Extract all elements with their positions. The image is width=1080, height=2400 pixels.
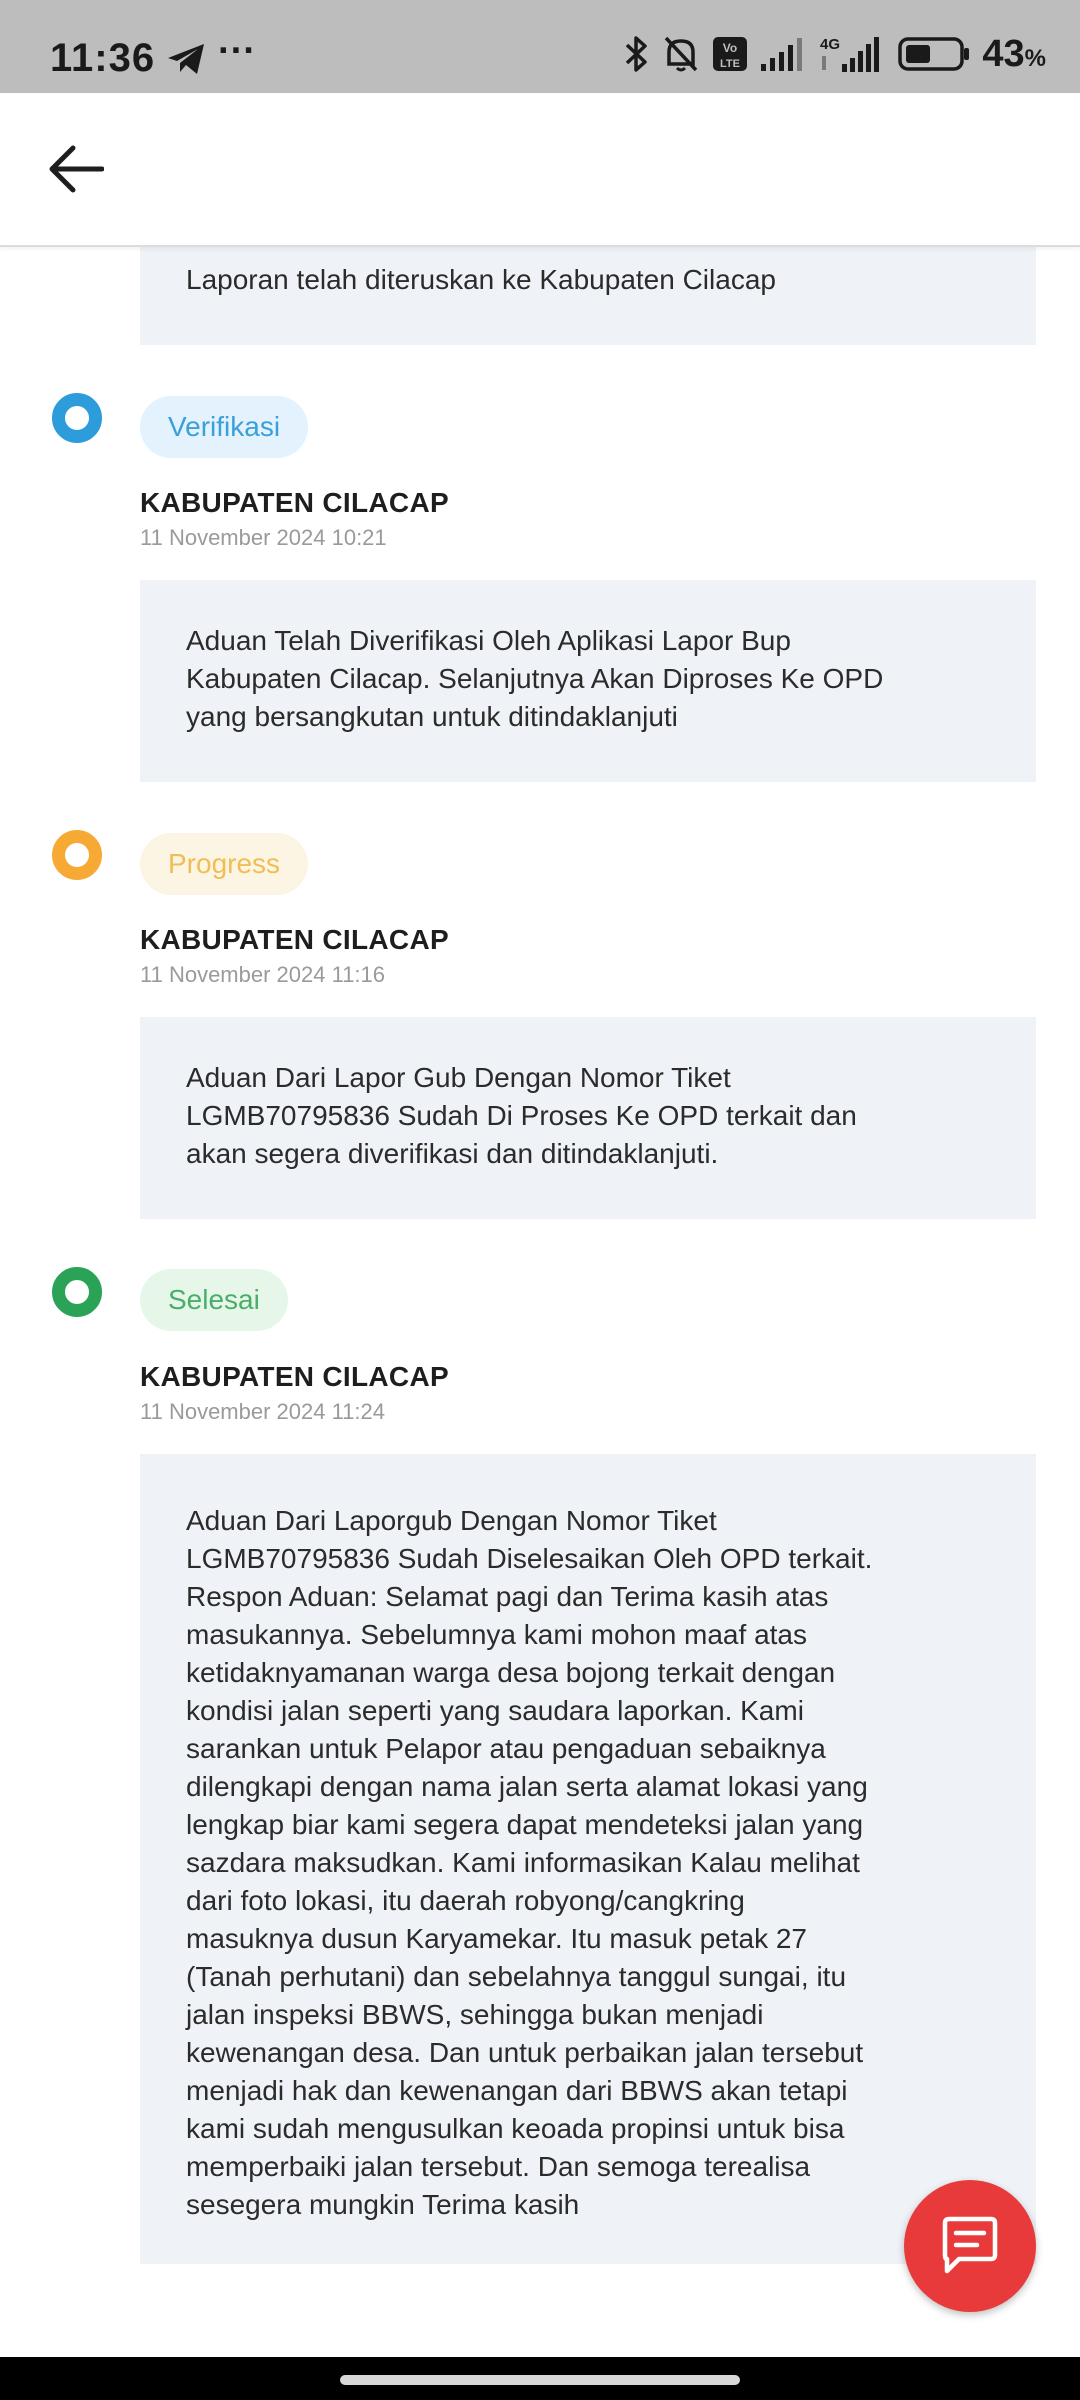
- message-line: LGMB70795836 Sudah Di Proses Ke OPD terkait dan: [186, 1100, 857, 1131]
- message-line: kewenangan desa. Dan untuk perbaikan jalan tersebut: [186, 2037, 864, 2068]
- signal-4g-icon: [820, 34, 886, 74]
- battery-icon: [898, 36, 970, 72]
- message-line: dilengkapi dengan nama jalan serta alamat lokasi yang: [186, 1771, 868, 1802]
- message-line: (Tanah perhutani) dan sebelahnya tanggul sungai, itu: [186, 1961, 847, 1992]
- status-dot-verifikasi: [52, 393, 102, 443]
- telegram-icon: [166, 42, 206, 76]
- home-gesture-handle[interactable]: [340, 2375, 740, 2385]
- entry-message-box: [140, 1017, 1036, 1219]
- navigation-bar: [0, 2357, 1080, 2400]
- battery-percent: 43%: [982, 32, 1046, 75]
- message-line: lengkap biar kami segera dapat mendeteksi jalan yang: [186, 1809, 864, 1840]
- arrow-left-icon: [48, 144, 104, 194]
- message-line: kondisi jalan seperti yang saudara laporkan. Kami: [186, 1695, 804, 1726]
- message-line: sazdara maksudkan. Kami informasikan Kalau melihat: [186, 1847, 860, 1878]
- svg-text:LTE: LTE: [720, 58, 741, 70]
- status-badge-progress: Progress: [140, 833, 308, 895]
- message-line: Respon Aduan: Selamat pagi dan Terima kasih atas: [186, 1581, 829, 1612]
- entry-org: KABUPATEN CILACAP: [140, 1361, 449, 1392]
- back-button[interactable]: [40, 133, 112, 205]
- timeline-note-box: [140, 247, 1036, 345]
- status-dot-progress: [52, 830, 102, 880]
- message-line: akan segera diverifikasi dan ditindaklanjuti.: [186, 1138, 719, 1169]
- app-bar: [0, 93, 1080, 247]
- message-line: jalan inspeksi BBWS, sehingga bukan menjadi: [186, 1999, 764, 2030]
- entry-org: KABUPATEN CILACAP: [140, 924, 449, 955]
- status-time: 11:36: [50, 36, 156, 80]
- message-line: memperbaiki jalan tersebut. Dan semoga terealisa: [186, 2151, 811, 2182]
- message-line: Aduan Dari Laporgub Dengan Nomor Tiket: [186, 1505, 717, 1536]
- timeline: [0, 247, 1080, 2357]
- message-line: menjadi hak dan kewenangan dari BBWS akan tetapi: [186, 2075, 848, 2106]
- status-icons: [624, 32, 1046, 76]
- status-badge-selesai: Selesai: [140, 1269, 288, 1331]
- status-badge-verifikasi: Verifikasi: [140, 396, 308, 458]
- message-line: Kabupaten Cilacap. Selanjutnya Akan Diproses Ke OPD: [186, 663, 884, 694]
- svg-text:Vo: Vo: [723, 41, 738, 55]
- chat-fab-button[interactable]: [904, 2180, 1036, 2312]
- status-dot-selesai: [52, 1267, 102, 1317]
- message-line: masukannya. Sebelumnya kami mohon maaf atas: [186, 1619, 807, 1650]
- message-line: yang bersangkutan untuk ditindaklanjuti: [186, 701, 678, 732]
- chat-icon: [939, 2215, 1001, 2277]
- status-bar: [0, 0, 1080, 93]
- message-line: Aduan Dari Lapor Gub Dengan Nomor Tiket: [186, 1062, 731, 1093]
- entry-message-box: [140, 580, 1036, 782]
- entry-message-box: [140, 1454, 1036, 2264]
- silent-icon: [662, 34, 700, 74]
- svg-text:4G: 4G: [820, 36, 841, 53]
- message-line: masuknya dusun Karyamekar. Itu masuk petak 27: [186, 1923, 807, 1954]
- message-line: ketidaknyamanan warga desa bojong terkait dengan: [186, 1657, 836, 1688]
- message-line: Aduan Telah Diverifikasi Oleh Aplikasi Lapor Bup: [186, 625, 791, 656]
- signal-icon: [760, 36, 808, 72]
- message-line: sarankan untuk Pelapor atau pengaduan sebaiknya: [186, 1733, 826, 1764]
- entry-date: 11 November 2024 11:16: [140, 962, 386, 987]
- entry-date: 11 November 2024 11:24: [140, 1399, 386, 1424]
- note-text: Laporan telah diteruskan ke Kabupaten Cilacap: [186, 264, 776, 295]
- message-line: kami sudah mengusulkan keoada propinsi untuk bisa: [186, 2113, 845, 2144]
- message-line: dari foto lokasi, itu daerah robyong/cangkring: [186, 1885, 745, 1916]
- bluetooth-icon: [624, 34, 650, 74]
- entry-org: KABUPATEN CILACAP: [140, 487, 449, 518]
- message-line: sesegera mungkin Terima kasih: [186, 2189, 580, 2220]
- message-line: LGMB70795836 Sudah Diselesaikan Oleh OPD terkait.: [186, 1543, 873, 1574]
- volte-icon: [712, 36, 748, 72]
- entry-date: 11 November 2024 10:21: [140, 525, 387, 550]
- more-dots-icon: ···: [218, 30, 256, 72]
